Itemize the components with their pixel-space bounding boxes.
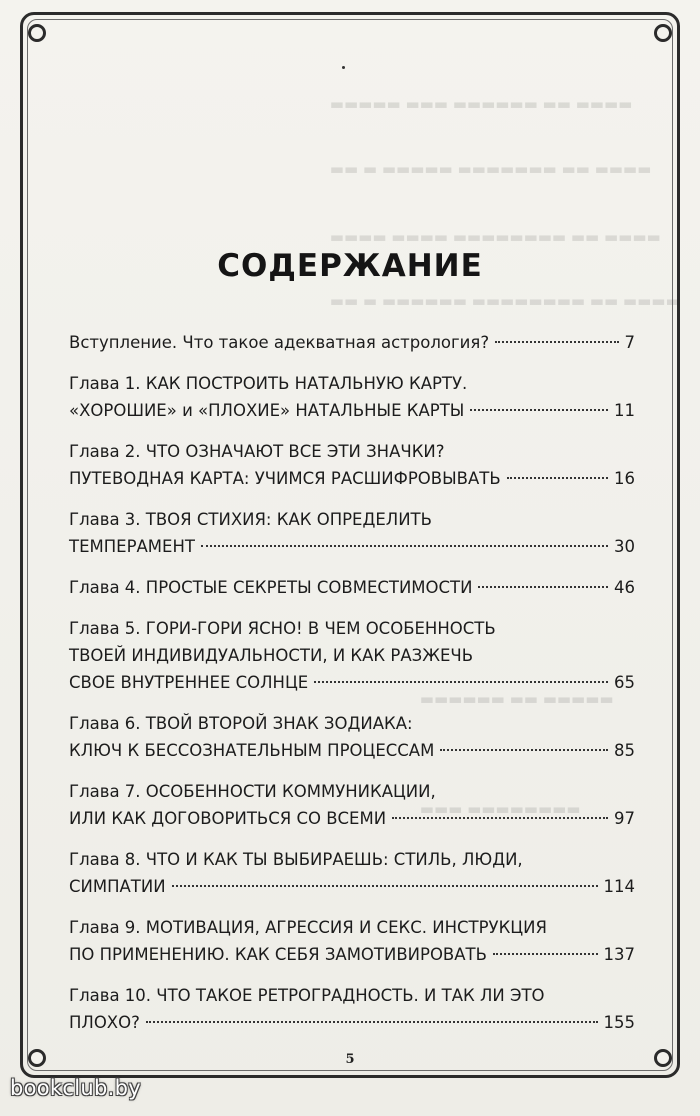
toc-entry-final-line [69,737,635,764]
toc-entry-line: Глава 7. ОСОБЕННОСТИ КОММУНИКАЦИИ, [69,782,436,801]
table-of-contents [69,329,635,1050]
toc-entry-line: Глава 2. ЧТО ОЗНАЧАЮТ ВСЕ ЭТИ ЗНАЧКИ? [69,442,445,461]
toc-entry-line: Глава 1. КАК ПОСТРОИТЬ НАТАЛЬНУЮ КАРТУ. [69,374,468,393]
corner-ornament [654,24,672,42]
toc-entry-text: «ХОРОШИЕ» и «ПЛОХИЕ» НАТАЛЬНЫЕ КАРТЫ [69,401,465,420]
ink-dot [342,66,345,69]
toc-entry [69,438,635,492]
dot-leader [470,409,608,411]
toc-page-number: 155 [603,1013,635,1032]
toc-entry-line: Глава 8. ЧТО И КАК ТЫ ВЫБИРАЕШЬ: СТИЛЬ, ЛЮДИ, [69,850,523,869]
toc-entry-final-line [69,873,635,900]
dot-leader [392,817,608,819]
toc-entry-text: ИЛИ КАК ДОГОВОРИТЬСЯ СО ВСЕМИ [69,809,387,828]
toc-entry-final-line [69,805,635,832]
toc-entry [69,506,635,560]
toc-page-number: 11 [614,401,635,420]
toc-entry-final-line [69,669,635,696]
page-title: СОДЕРЖАНИЕ [217,248,483,284]
toc-entry-line: Глава 3. ТВОЯ СТИХИЯ: КАК ОПРЕДЕЛИТЬ [69,510,432,529]
toc-page-number: 97 [614,809,635,828]
toc-entry-text: ТЕМПЕРАМЕНТ [69,537,195,556]
dot-leader [493,953,598,955]
toc-entry [69,846,635,900]
toc-page-number: 7 [624,333,635,352]
toc-entry [69,615,635,696]
dot-leader [478,586,608,588]
toc-entry-text: ПУТЕВОДНАЯ КАРТА: УЧИМСЯ РАСШИФРОВЫВАТЬ [69,469,501,488]
page-number: 5 [345,1052,355,1067]
dot-leader [440,749,608,751]
toc-entry-final-line [69,329,635,356]
toc-page-number: 46 [614,578,635,597]
watermark: bookclub.by [10,1076,141,1100]
toc-entry-final-line [69,1009,635,1036]
toc-entry [69,710,635,764]
toc-entry [69,982,635,1036]
toc-entry [69,914,635,968]
corner-ornament [28,24,46,42]
toc-page-number: 114 [603,877,635,896]
toc-entry-text: Вступление. Что такое адекватная астрология? [69,333,490,352]
dot-leader [146,1021,598,1023]
toc-entry-final-line [69,397,635,424]
toc-page-number: 16 [614,469,635,488]
toc-entry-final-line [69,941,635,968]
toc-entry-line: Глава 9. МОТИВАЦИЯ, АГРЕССИЯ И СЕКС. ИНСТРУКЦИЯ [69,918,547,937]
toc-entry-text: КЛЮЧ К БЕССОЗНАТЕЛЬНЫМ ПРОЦЕССАМ [69,741,435,760]
toc-entry-text: СВОЕ ВНУТРЕННЕЕ СОЛНЦЕ [69,673,309,692]
toc-entry-text: ПЛОХО? [69,1013,140,1032]
toc-entry-line: Глава 5. ГОРИ-ГОРИ ЯСНО! В ЧЕМ ОСОБЕННОСТЬ [69,619,496,638]
toc-page-number: 137 [603,945,635,964]
toc-page-number: 30 [614,537,635,556]
toc-entry [69,574,635,601]
toc-entry-final-line [69,574,635,601]
dot-leader [201,545,608,547]
toc-entry-final-line [69,465,635,492]
toc-entry-line: ТВОЕЙ ИНДИВИДУАЛЬНОСТИ, И КАК РАЗЖЕЧЬ [69,646,474,665]
dot-leader [507,477,608,479]
toc-entry-text: СИМПАТИИ [69,877,166,896]
toc-entry [69,329,635,356]
toc-entry [69,370,635,424]
toc-entry-final-line [69,533,635,560]
toc-page-number: 85 [614,741,635,760]
toc-entry-line: Глава 10. ЧТО ТАКОЕ РЕТРОГРАДНОСТЬ. И ТАК ЛИ ЭТО [69,986,545,1005]
dot-leader [495,341,618,343]
toc-entry-line: Глава 6. ТВОЙ ВТОРОЙ ЗНАК ЗОДИАКА: [69,714,413,733]
dot-leader [314,681,608,683]
toc-page-number: 65 [614,673,635,692]
toc-entry [69,778,635,832]
dot-leader [172,885,598,887]
toc-entry-text: Глава 4. ПРОСТЫЕ СЕКРЕТЫ СОВМЕСТИМОСТИ [69,578,473,597]
toc-entry-text: ПО ПРИМЕНЕНИЮ. КАК СЕБЯ ЗАМОТИВИРОВАТЬ [69,945,487,964]
